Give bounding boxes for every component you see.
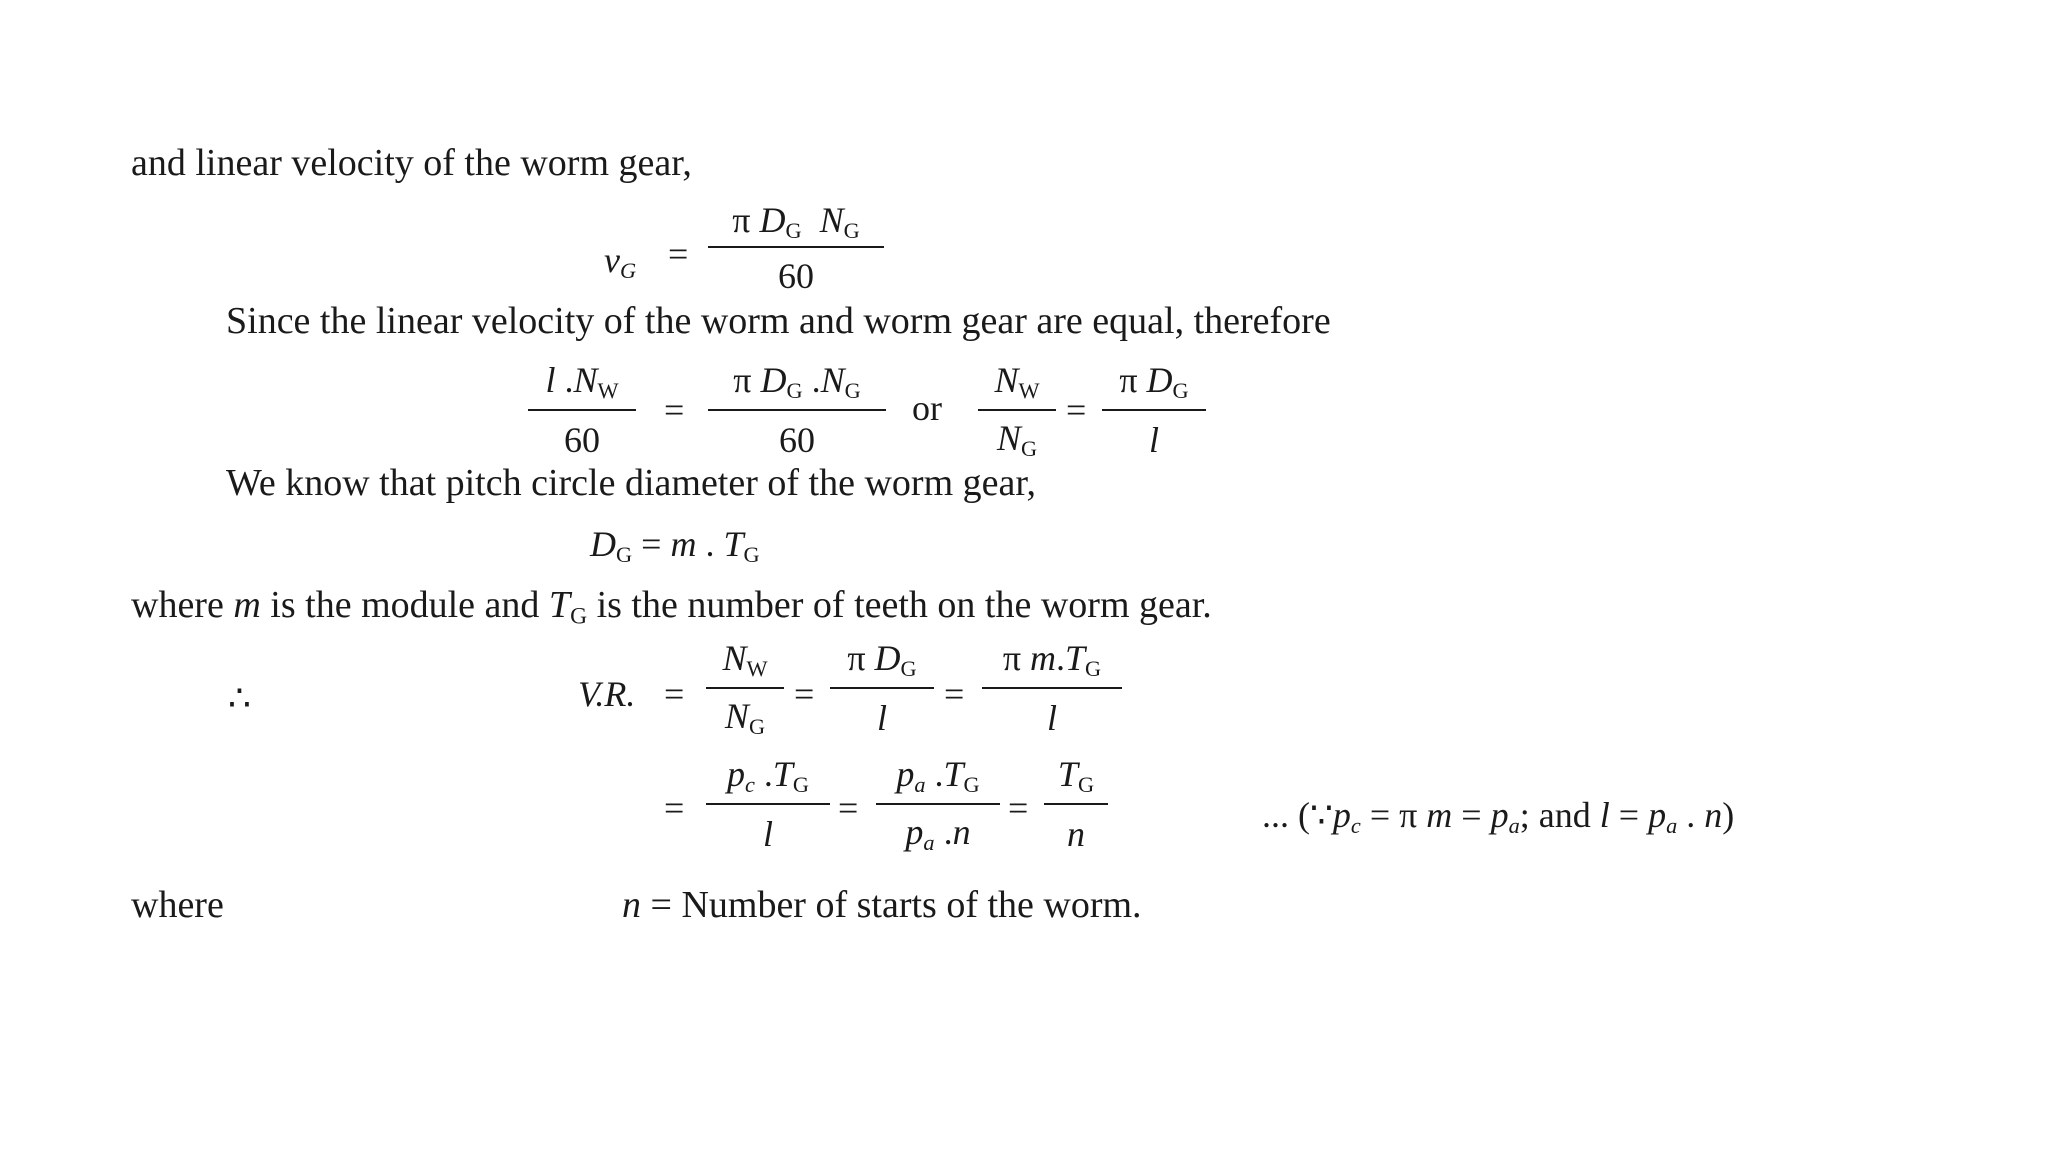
fraction-numerator: π $D_G$ — [847, 638, 917, 682]
fraction-numerator: $p_a$ $.T_G$ — [896, 754, 980, 798]
fraction-bar — [982, 687, 1122, 689]
fraction-pi-m-tg-l — [982, 638, 1122, 738]
fraction-bar — [978, 409, 1056, 411]
equals-sign: = — [1008, 788, 1029, 828]
text-intro: and linear velocity of the worm gear, — [131, 142, 692, 184]
side-note: ... ($\because p_c = \pi$ $m = p_a$; and $l = p_a$ . n) — [1262, 795, 1735, 839]
equals-sign: = — [664, 674, 685, 714]
fraction-denominator: l — [1046, 698, 1057, 738]
fraction-bar — [876, 803, 1000, 805]
fraction-bar — [830, 687, 934, 689]
fraction-numerator: π $D_G$ — [1119, 360, 1189, 404]
equals-sign: = — [668, 234, 689, 274]
fraction-bar — [706, 803, 830, 805]
fraction-pi-dg-ng — [708, 360, 886, 460]
fraction-nw-ng-2 — [706, 638, 784, 742]
fraction-bar — [1102, 409, 1206, 411]
equals-sign: = — [794, 674, 815, 714]
fraction-denominator: 60 — [564, 420, 600, 460]
text-n-def: Number of starts of the worm. — [681, 884, 1142, 926]
equals-sign: = — [664, 390, 685, 430]
note-and: ; and — [1519, 795, 1600, 835]
fraction-numerator: $p_c$ $.T_G$ — [726, 754, 810, 798]
because-symbol: ∵ — [1310, 795, 1333, 835]
fraction-denominator: l — [1148, 420, 1159, 460]
var-vg: $v_G$ — [604, 240, 637, 284]
fraction-numerator: l $.N_W$ — [545, 360, 619, 404]
text-know: We know that pitch circle diameter of the worm gear, — [226, 462, 1036, 504]
fraction-pi-dg-l — [1102, 360, 1206, 460]
fraction-numerator: $T_G$ — [1057, 754, 1095, 798]
fraction-l-nw — [528, 360, 636, 460]
fraction-bar — [528, 409, 636, 411]
fraction-pi-dg-l-2 — [830, 638, 934, 738]
equation-dg: $D_G = m$ . $T_G$ — [590, 524, 760, 568]
fraction-denominator: l — [876, 698, 887, 738]
fraction-denominator: $N_G$ — [724, 696, 766, 740]
fraction-bar — [708, 409, 886, 411]
therefore-symbol: ∴ — [228, 678, 251, 718]
fraction-tg-n — [1044, 754, 1108, 854]
fraction-bar — [1044, 803, 1108, 805]
equals-sign: = — [944, 674, 965, 714]
note-prefix: ... ( — [1262, 795, 1310, 835]
fraction-nw-ng — [978, 360, 1056, 464]
text-since: Since the linear velocity of the worm and worm gear are equal, therefore — [226, 300, 1331, 342]
fraction-denominator: $p_a$ .n — [905, 812, 971, 856]
fraction-numerator: π $D_G$ $.N_G$ — [733, 360, 861, 404]
equals-sign: = — [838, 788, 859, 828]
fraction-denominator: $N_G$ — [996, 418, 1038, 462]
fraction-bar — [708, 246, 884, 248]
equals-sign: = — [650, 884, 672, 926]
text-module: is the module and — [260, 584, 549, 626]
fraction-denominator: 60 — [779, 420, 815, 460]
equals-sign: = — [664, 788, 685, 828]
text-where: where — [131, 584, 234, 626]
fraction-pa-tg-pa-n — [876, 754, 1000, 858]
equals-sign: = — [641, 524, 662, 564]
fraction-numerator: π $D_G$ $N_G$ — [732, 200, 860, 244]
fraction-bar — [706, 687, 784, 689]
text-where-module: where m is the module and $T_G$ is the number of teeth on the worm gear. — [131, 584, 1212, 630]
equals-sign: = — [1066, 390, 1087, 430]
fraction-denominator: l — [762, 814, 773, 854]
text-vr: V.R. — [578, 674, 636, 714]
fraction-pc-tg-l — [706, 754, 830, 854]
definition-n: n = Number of starts of the worm. — [622, 884, 1142, 926]
fraction-numerator: π $m.T_G$ — [1002, 638, 1102, 682]
fraction-numerator: $N_W$ — [722, 638, 768, 682]
fraction-denominator: n — [1067, 814, 1085, 854]
fraction-denominator: 60 — [778, 256, 814, 296]
text-or: or — [912, 388, 942, 428]
text-teeth: is the number of teeth on the worm gear. — [587, 584, 1212, 626]
fraction-numerator: $N_W$ — [994, 360, 1040, 404]
text-where-label: where — [131, 884, 224, 926]
fraction-vg — [708, 198, 884, 298]
